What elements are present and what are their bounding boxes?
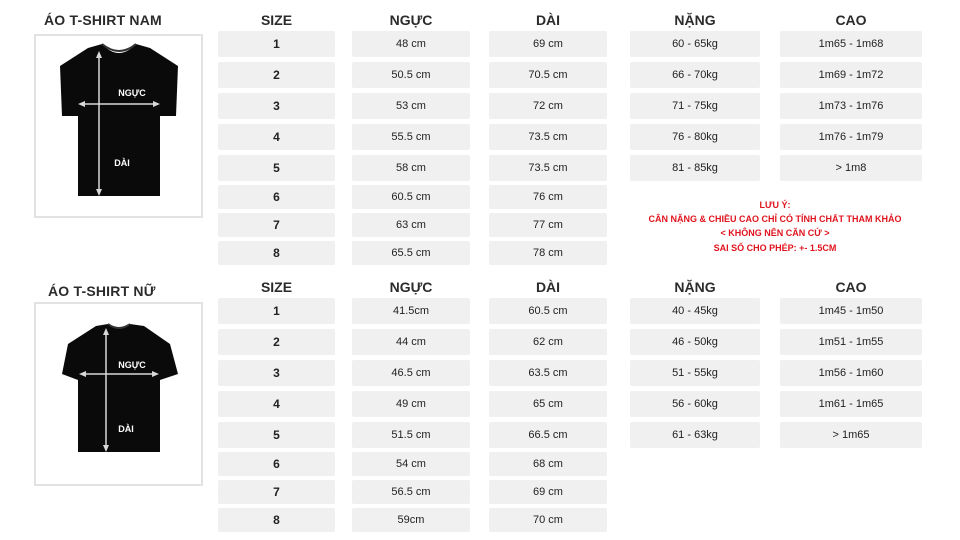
male-length-cell: 78 cm bbox=[489, 241, 607, 265]
female-length-cell: 66.5 cm bbox=[489, 422, 607, 448]
male-height-cell: 1m76 - 1m79 bbox=[780, 124, 922, 150]
male-tshirt-image bbox=[34, 34, 203, 218]
male-length-cell: 73.5 cm bbox=[489, 124, 607, 150]
female-length-cell: 60.5 cm bbox=[489, 298, 607, 324]
male-size-cell: 2 bbox=[218, 62, 335, 88]
note-line: CÂN NẶNG & CHIỀU CAO CHỈ CÓ TÍNH CHẤT THAM KHẢO bbox=[648, 214, 902, 224]
tshirt-female-diagram-icon bbox=[36, 304, 201, 484]
male-size-cell: 5 bbox=[218, 155, 335, 181]
female-length-cell: 65 cm bbox=[489, 391, 607, 417]
female-section-title: ÁO T-SHIRT NỮ bbox=[48, 283, 156, 299]
female-chest-label: NGỰC bbox=[118, 360, 146, 370]
male-size-cell: 6 bbox=[218, 185, 335, 209]
note-line: SAI SỐ CHO PHÉP: +- 1.5CM bbox=[713, 243, 837, 253]
male-chest-cell: 60.5 cm bbox=[352, 185, 470, 209]
male-height-cell: 1m73 - 1m76 bbox=[780, 93, 922, 119]
female-height-cell: 1m56 - 1m60 bbox=[780, 360, 922, 386]
female-length-cell: 68 cm bbox=[489, 452, 607, 476]
female-chest-cell: 44 cm bbox=[352, 329, 470, 355]
male-section-title: ÁO T-SHIRT NAM bbox=[44, 12, 162, 28]
female-weight-cell: 61 - 63kg bbox=[630, 422, 760, 448]
male-chest-cell: 55.5 cm bbox=[352, 124, 470, 150]
female-size-cell: 7 bbox=[218, 480, 335, 504]
female-height-cell: 1m45 - 1m50 bbox=[780, 298, 922, 324]
female-chest-cell: 54 cm bbox=[352, 452, 470, 476]
female-size-cell: 8 bbox=[218, 508, 335, 532]
male-height-cell: 1m69 - 1m72 bbox=[780, 62, 922, 88]
female-height-cell: 1m61 - 1m65 bbox=[780, 391, 922, 417]
male-chest-cell: 50.5 cm bbox=[352, 62, 470, 88]
male-size-cell: 1 bbox=[218, 31, 335, 57]
female-length-cell: 70 cm bbox=[489, 508, 607, 532]
female-chest-cell: 51.5 cm bbox=[352, 422, 470, 448]
female-size-cell: 6 bbox=[218, 452, 335, 476]
male-size-cell: 7 bbox=[218, 213, 335, 237]
female-chest-cell: 59cm bbox=[352, 508, 470, 532]
female-tshirt-image bbox=[34, 302, 203, 486]
female-header-length: DÀI bbox=[535, 279, 561, 295]
female-length-cell: 62 cm bbox=[489, 329, 607, 355]
male-header-length: DÀI bbox=[535, 12, 561, 28]
female-length-cell: 63.5 cm bbox=[489, 360, 607, 386]
female-weight-cell: 56 - 60kg bbox=[630, 391, 760, 417]
female-weight-cell: 51 - 55kg bbox=[630, 360, 760, 386]
female-height-cell: > 1m65 bbox=[780, 422, 922, 448]
male-size-cell: 8 bbox=[218, 241, 335, 265]
male-chest-cell: 63 cm bbox=[352, 213, 470, 237]
female-height-cell: 1m51 - 1m55 bbox=[780, 329, 922, 355]
female-length-cell: 69 cm bbox=[489, 480, 607, 504]
tshirt-male-diagram-icon bbox=[36, 36, 201, 216]
male-height-cell: 1m65 - 1m68 bbox=[780, 31, 922, 57]
male-chest-cell: 48 cm bbox=[352, 31, 470, 57]
male-weight-cell: 66 - 70kg bbox=[630, 62, 760, 88]
female-chest-cell: 46.5 cm bbox=[352, 360, 470, 386]
note-title: LƯU Ý: bbox=[759, 200, 791, 210]
male-length-cell: 76 cm bbox=[489, 185, 607, 209]
male-header-height: CAO bbox=[835, 12, 867, 28]
male-size-cell: 4 bbox=[218, 124, 335, 150]
male-weight-cell: 71 - 75kg bbox=[630, 93, 760, 119]
female-size-cell: 3 bbox=[218, 360, 335, 386]
female-chest-cell: 56.5 cm bbox=[352, 480, 470, 504]
male-weight-cell: 81 - 85kg bbox=[630, 155, 760, 181]
female-weight-cell: 40 - 45kg bbox=[630, 298, 760, 324]
male-chest-cell: 65.5 cm bbox=[352, 241, 470, 265]
male-length-cell: 73.5 cm bbox=[489, 155, 607, 181]
male-length-cell: 77 cm bbox=[489, 213, 607, 237]
female-size-cell: 5 bbox=[218, 422, 335, 448]
female-length-label: DÀI bbox=[118, 424, 134, 434]
female-header-height: CAO bbox=[835, 279, 867, 295]
male-weight-cell: 76 - 80kg bbox=[630, 124, 760, 150]
male-length-label: DÀI bbox=[114, 158, 130, 168]
male-header-weight: NẶNG bbox=[674, 12, 716, 28]
male-chest-cell: 58 cm bbox=[352, 155, 470, 181]
male-header-size: SIZE bbox=[260, 12, 293, 28]
male-header-chest: NGỰC bbox=[389, 12, 433, 28]
male-chest-label: NGỰC bbox=[118, 88, 146, 98]
female-header-size: SIZE bbox=[260, 279, 293, 295]
note-line: < KHÔNG NÊN CĂN CỨ > bbox=[720, 228, 830, 238]
male-height-cell: > 1m8 bbox=[780, 155, 922, 181]
female-weight-cell: 46 - 50kg bbox=[630, 329, 760, 355]
male-length-cell: 72 cm bbox=[489, 93, 607, 119]
female-chest-cell: 41.5cm bbox=[352, 298, 470, 324]
male-weight-cell: 60 - 65kg bbox=[630, 31, 760, 57]
female-size-cell: 4 bbox=[218, 391, 335, 417]
female-header-weight: NẶNG bbox=[674, 279, 716, 295]
female-size-cell: 2 bbox=[218, 329, 335, 355]
female-size-cell: 1 bbox=[218, 298, 335, 324]
male-chest-cell: 53 cm bbox=[352, 93, 470, 119]
male-size-cell: 3 bbox=[218, 93, 335, 119]
female-chest-cell: 49 cm bbox=[352, 391, 470, 417]
male-length-cell: 69 cm bbox=[489, 31, 607, 57]
male-length-cell: 70.5 cm bbox=[489, 62, 607, 88]
female-header-chest: NGỰC bbox=[389, 279, 433, 295]
